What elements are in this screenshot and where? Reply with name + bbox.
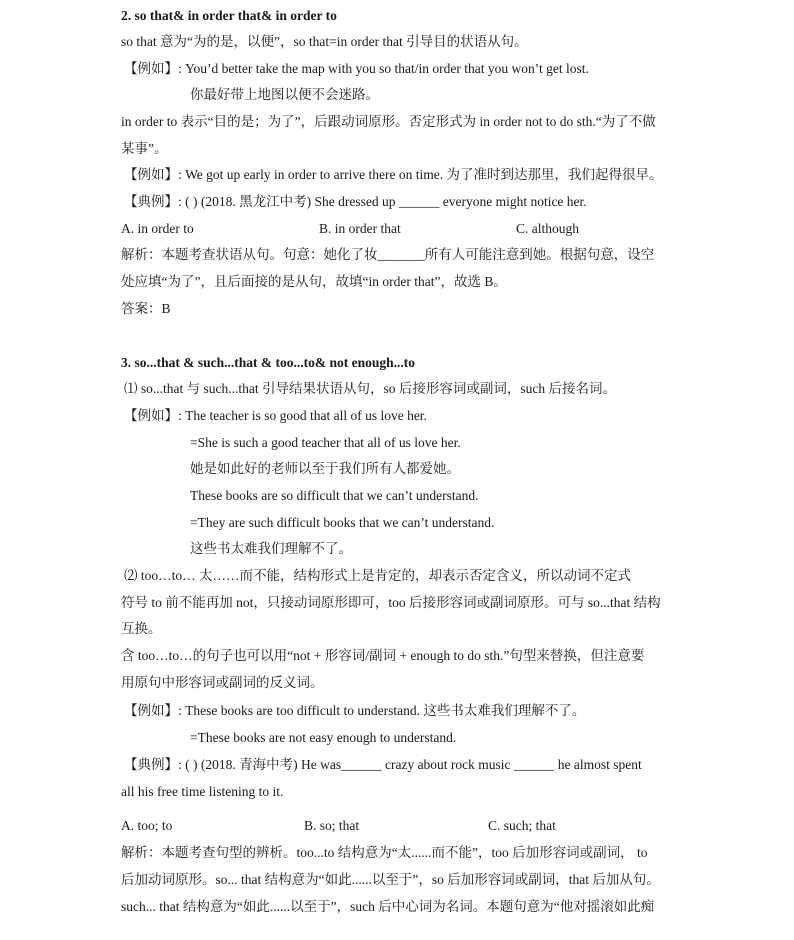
option-a: A. in order to [121,221,194,236]
example-line: 【例如】: We got up early in order to arrive there on time. 为了准时到达那里，我们起得很早。 [124,167,663,182]
option-b: B. so; that [304,818,360,833]
analysis-line: 解析：本题考查状语从句。句意：她化了妆_______所有人可能注意到她。根据句意，设空 [121,247,655,262]
paragraph-line: 含 too…to…的句子也可以用“not + 形容词/副词 + enough to do sth.”句型来替换，但注意要 [121,648,645,663]
paragraph-line: 符号 to 前不能再加 not，只接动词原形即可，too 后接形容词或副词原形。可与 so...that 结构 [121,595,661,610]
section-2-heading: 2. so that& in order that& in order to [121,8,337,23]
section-3-heading: 3. so...that & such...that & too...to& not enough...to [121,355,416,370]
option-b: B. in order that [319,221,401,236]
paragraph-line: ⑵ too…to… 太……而不能，结构形式上是肯定的，却表示否定含义，所以动词不定式 [124,568,632,583]
paragraph-line: 用原句中形容词或副词的反义词。 [121,675,324,690]
translation-line: 你最好带上地图以便不会迷路。 [190,87,379,102]
paragraph-line: ⑴ so...that 与 such...that 引导结果状语从句，so 后接形容词或副词，such 后接名词。 [124,381,616,396]
option-c: C. such; that [488,818,556,833]
exercise-question: 【典例】: ( ) (2018. 青海中考) He was______ crazy about rock music ______ he almost spent [124,757,642,772]
paragraph-line: 互换。 [121,621,162,636]
paragraph-line: 某事”。 [121,141,168,156]
exercise-question: 【典例】: ( ) (2018. 黑龙江中考) She dressed up ______ everyone might notice her. [124,194,587,209]
example-line: These books are so difficult that we can’t understand. [190,488,479,503]
analysis-line: 处应填“为了”，且后面接的是从句，故填“in order that”，故选 B。 [121,274,507,289]
translation-line: 这些书太难我们理解不了。 [190,541,352,556]
paragraph-line: in order to 表示“目的是；为了”，后跟动词原形。否定形式为 in order not to do sth.“为了不做 [121,114,656,129]
example-line: =These books are not easy enough to understand. [190,730,457,745]
analysis-line: such... that 结构意为“如此......以至于”，such 后中心词为名词。本题句意为“他对摇滚如此痴 [121,899,655,914]
analysis-line: 解析：本题考查句型的辨析。too...to 结构意为“太......而不能”，too 后加形容词或副词， to [121,845,648,860]
example-line: 【例如】: You’d better take the map with you so that/in order that you won’t get lost. [124,61,589,76]
option-a: A. too; to [121,818,173,833]
analysis-line: 后加动词原形。so... that 结构意为“如此......以至于”，so 后加形容词或副词，that 后加从句。 [121,872,660,887]
translation-line: 她是如此好的老师以至于我们所有人都爱她。 [190,461,460,476]
example-line: =She is such a good teacher that all of us love her. [190,435,461,450]
exercise-question: all his free time listening to it. [121,784,284,799]
paragraph-line: so that 意为“为的是，以便”，so that=in order that 引导目的状语从句。 [121,34,528,49]
example-line: =They are such difficult books that we can’t understand. [190,515,495,530]
example-line: 【例如】: These books are too difficult to understand. 这些书太难我们理解不了。 [124,703,586,718]
example-line: 【例如】: The teacher is so good that all of us love her. [124,408,427,423]
answer-line: 答案：B [121,301,171,316]
option-c: C. although [516,221,579,236]
